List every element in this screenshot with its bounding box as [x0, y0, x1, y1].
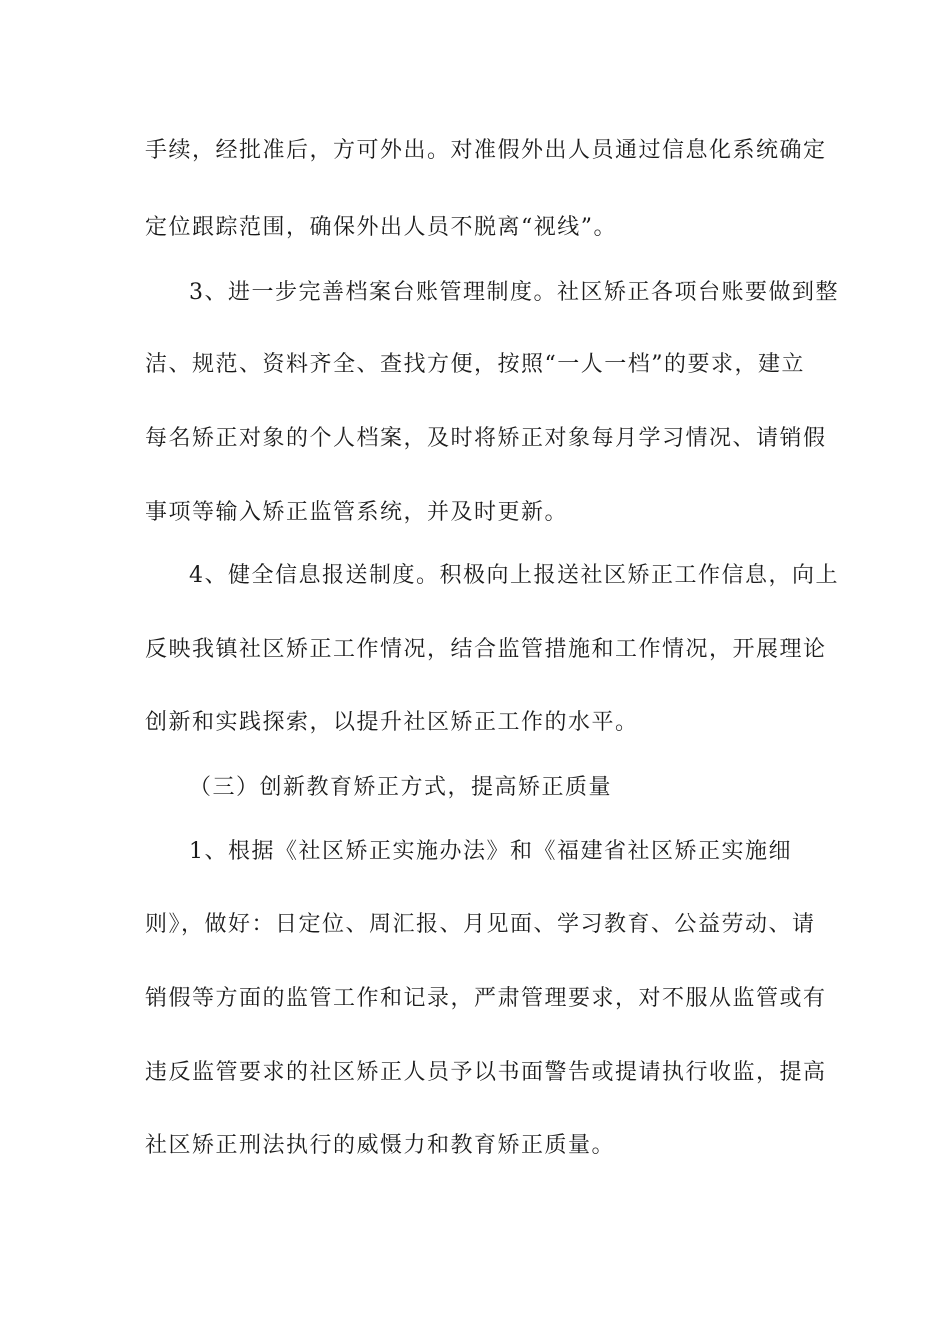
paragraph-line: 社区矫正刑法执行的威慑力和教育矫正质量。	[145, 1133, 616, 1158]
paragraph-line: 每名矫正对象的个人档案，及时将矫正对象每月学习情况、请销假	[145, 426, 827, 451]
paragraph-line: 定位跟踪范围，确保外出人员不脱离“视线”。	[145, 215, 617, 240]
paragraph-line: 洁、规范、资料齐全、查找方便，按照“一人一档”的要求，建立	[145, 352, 805, 377]
paragraph-line: 手续，经批准后，方可外出。对准假外出人员通过信息化系统确定	[145, 138, 827, 163]
paragraph-line: 反映我镇社区矫正工作情况，结合监管措施和工作情况，开展理论	[145, 637, 827, 662]
paragraph-line: 违反监管要求的社区矫正人员予以书面警告或提请执行收监，提高	[145, 1060, 827, 1085]
paragraph-line: 4、健全信息报送制度。积极向上报送社区矫正工作信息，向上	[189, 563, 839, 588]
paragraph-line: 则》，做好：日定位、周汇报、月见面、学习教育、公益劳动、请	[145, 912, 816, 937]
paragraph-line: 1、根据《社区矫正实施办法》和《福建省社区矫正实施细	[189, 839, 792, 864]
paragraph-line: 3、进一步完善档案台账管理制度。社区矫正各项台账要做到整	[189, 280, 839, 305]
paragraph-line: 事项等输入矫正监管系统，并及时更新。	[145, 500, 569, 525]
section-heading: （三）创新教育矫正方式，提高矫正质量	[189, 775, 613, 800]
paragraph-line: 创新和实践探索，以提升社区矫正工作的水平。	[145, 710, 639, 735]
paragraph-line: 销假等方面的监管工作和记录，严肃管理要求，对不服从监管或有	[145, 986, 827, 1011]
